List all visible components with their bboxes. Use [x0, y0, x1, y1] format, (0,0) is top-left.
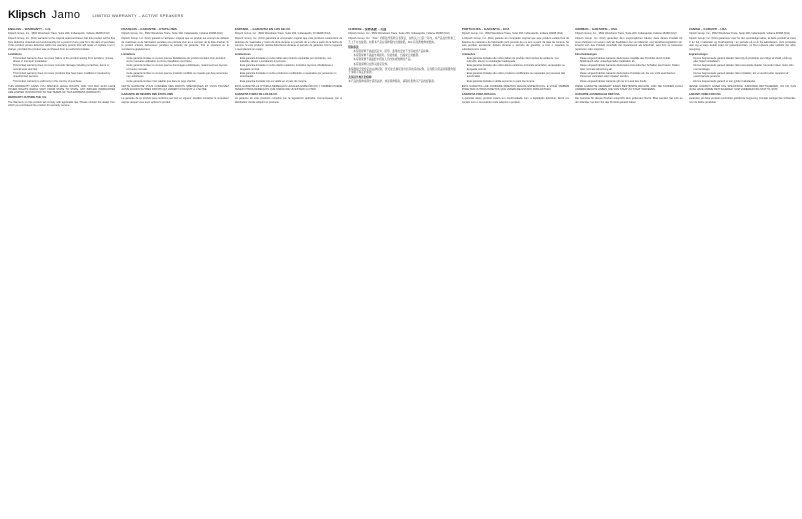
footer-heading: GARANTI UDEN FOR USA — [688, 93, 721, 97]
footer-heading: GARANTÍA FUERA DE LOS EE.UU. — [234, 93, 278, 97]
header — [8, 8, 184, 22]
list-item: • Diese eingeschränkte Garantie deckt keine Produkte ab, die von nicht autorisierten Personen verändert oder repariert wurden. — [580, 72, 682, 79]
warranty-column — [8, 28, 115, 514]
list-item: • Esta garantia limitada é válida somente no país da compra. — [467, 80, 569, 83]
list-item: • Diese eingeschränkte Garantie deckt keine Ausfälle des Produkts durch Unfall, Missbrauch oder unsachgemäße Installation ab. — [580, 57, 682, 64]
warranty-column — [348, 28, 455, 514]
legal-notice: DIESE GARANTIE GEWÄHRT IHNEN BESTIMMTE RECHTE, UND SIE KÖNNEN AUCH ANDERE RECHTE HABEN, DIE VON STAAT ZU STAAT VARIIEREN. — [575, 84, 683, 92]
list-item: • Cette garantie limitée ne couvre pas les dommages esthétiques, notamment les rayures et l'usure normale. — [126, 64, 228, 71]
jamo-logo: Jamo — [51, 9, 81, 21]
limitations-list — [235, 57, 342, 83]
footer-text: A garantia deste produto estará em conformidade com a legislação aplicável. Entre em contato com o revendedor onde adquiriu o produto. — [461, 97, 570, 104]
footer-heading: GARANTIE EN DEHORS DES ÉTATS-UNIS — [121, 93, 174, 97]
address: Klipsch Group, Inc., 3502 Woodview Trace, Suite 200, Indianapolis, Indiana 46268 (KGI) — [348, 32, 450, 36]
address: Klipsch Group, Inc., 3502 Woodview Trace, Suite 200, Indianapolis, Indiana 46268 (KGI) — [575, 32, 677, 36]
list-item: • Esta garantia limitada não cobre danos estéticos, incluindo arranhões, amassados ou desgaste normal. — [467, 64, 569, 71]
footer-text: Garantien på dette produkt overholder gældende lovgivning. Kontakt venligst den forhandler, hvor du købte produktet. — [688, 97, 796, 104]
list-item: • Esta garantía limitada no cubre daños estéticos, incluidos rayones, abolladuras o desgaste normal. — [240, 64, 342, 71]
warranty-column — [235, 28, 342, 514]
footer-text: La garantía de este producto cumplirá con la legislación aplicable. Comuníquese con el distribuidor donde adquirió el producto. — [234, 97, 343, 104]
legal-notice: CETTE GARANTIE VOUS CONFÈRE DES DROITS SPÉCIFIQUES ET VOUS POUVEZ AUSSI AVOIR D'AUTRES DROITS QUI VARIENT D'UN ÉTAT À L'AUTRE. — [121, 84, 229, 92]
footer-text: The Warranty on this product will comply with applicable law. Please contact the dealer from which you purchased the product for warranty service. — [8, 100, 116, 108]
column-heading: GERMAN – GARANTIE – USA — [575, 28, 618, 31]
list-item: • Esta garantía limitada no cubre fallas del producto causadas por accidente, uso indebido, abuso o instalación incorrecta. — [240, 57, 342, 64]
footer-heading: 美国以外地区的保修 — [348, 76, 372, 80]
list-item: • This limited warranty does not cover failure of the product arising from accident, misuse, abuse or improper installation. — [13, 57, 115, 64]
list-item: • Cette garantie limitée n'est valable que dans le pays d'achat. — [126, 80, 228, 83]
column-heading: CHINESE – 保修条款 – 美国 — [348, 28, 387, 31]
document-title: LIMITED WARRANTY – ACTIVE SPEAKERS — [92, 12, 184, 18]
footer-heading: WARRANTY OUTSIDE THE U.S. — [8, 96, 47, 100]
list-item: • This limited warranty does not cover products that have been modified or repaired by unauthorized persons. — [13, 72, 115, 79]
list-item: • 本有限保修不涵盖外观损坏，包括划痕、凹痕或正常磨损。 — [353, 54, 455, 57]
column-heading: ESPAÑOL – GARANTÍA EN LOS EE.UU. — [234, 28, 291, 31]
footer-text: Die Garantie für dieses Produkt entspricht dem geltenden Recht. Bitte wenden Sie sich an den Händler, bei dem Sie das Produkt gekauft haben. — [575, 97, 683, 104]
section-heading: Limitaciones — [234, 52, 251, 56]
language-columns — [8, 28, 796, 514]
list-item: • Esta garantía limitada no cubre productos modificados o reparados por personas no autorizadas. — [240, 72, 342, 79]
limitations-list — [348, 50, 455, 66]
warranty-intro: Klipsch Group, Inc. (KGI) garantiza al comprador original que este producto estará libre de defectos de materiales y mano de obra durante un período de un año a partir de la fecha de compra. Si este producto resulta defectuoso durante el período de garantía, KGI lo reparará o reemplazará sin cargo. — [234, 37, 343, 51]
list-item: • Denne begrænsede garanti dækker ikke kosmetiske skader, herunder ridser, buler eller normal slitage. — [694, 64, 796, 71]
limitations-list — [575, 57, 682, 83]
list-item: • Denne begrænsede garanti er kun gyldig i købslandet. — [694, 80, 796, 83]
section-heading: Limitations — [121, 52, 136, 56]
warranty-intro: Klipsch Group, Inc. (KGI) garantiert dem ursprünglichen Käufer, dass dieses Produkt für einen Zeitraum von einem Jahr ab Kaufdatum frei von Material- und Verarbeitungsfehlern ist. Erweist sich das Produkt innerhalb der Garantiezeit als fehlerhaft, wird KGI es kostenlos reparieren oder ersetzen. — [575, 37, 683, 51]
warranty-intro: Klipsch Group, Inc. (KGI) garantit à l'acheteur original que ce produit est exempt de défauts de matériaux et de fabrication pendant une période d'un an à compter de la date d'achat. Si le produit s'avère défectueux pendant la période de garantie, KGI le réparera ou le remplacera gratuitement. — [121, 37, 229, 51]
legal-notice: ESTA GARANTIA LHE CONFERE DIREITOS LEGAIS ESPECÍFICOS, E VOCÊ TAMBÉM PODE TER OUTROS DIREITOS QUE VARIAM DE ESTADO PARA ESTADO. — [461, 84, 570, 92]
list-item: • Diese eingeschränkte Garantie gilt nur im Land des Kaufs. — [580, 80, 682, 83]
list-item: • 本有限保修仅在购买国家有效。 — [353, 63, 455, 66]
list-item: • 本有限保修不涵盖因意外、误用、滥用或安装不当造成的产品故障。 — [353, 50, 455, 53]
warranty-column — [462, 28, 569, 514]
legal-notice: 本保修赋予您特定的法律权利，您可能还拥有因州而异的其他权利。任何默示保证的期限均限于本明示保证的条款。 — [348, 67, 456, 75]
list-item: • This limited warranty does not cover cosmetic damage including scratches, dents or normal wear and tear. — [13, 64, 115, 71]
section-heading: 限制条款 — [348, 45, 359, 49]
limitations-list — [462, 57, 569, 83]
address: Klipsch Group, Inc., 3502 Woodview Trace, Suite 200, Indianapolis, Indiana 46268 (KGI) — [688, 32, 790, 36]
footer-heading: GARANTIA FORA DOS EUA — [461, 93, 496, 97]
column-heading: ENGLISH – WARRANTY – U.S. — [8, 28, 52, 31]
warranty-intro: Klipsch Group, Inc. (KGI) warrants to the original retail purchaser that this product will be free from defective materials and workmanship for a period of one year from the date of purchase. If this product proves defective within the warranty period, KGI will repair or replace it at no charge, provided the product was purchased from an authorized dealer. — [8, 37, 116, 51]
address: Klipsch Group, Inc., 3502 Woodview Trace, Suite 200, Indianapolis, Indiana 46268 (KGI) — [461, 32, 564, 36]
footer-heading: GARANTIE AUSSERHALB DER USA — [575, 93, 620, 97]
limitations-list — [689, 57, 796, 83]
limitations-list — [8, 57, 115, 83]
warranty-column — [575, 28, 682, 514]
list-item: • Esta garantía limitada solo es válida en el país de compra. — [240, 80, 342, 83]
column-heading: DANISH – GARANTI – USA — [688, 28, 727, 31]
list-item: • Diese eingeschränkte Garantie deckt keine kosmetischen Schäden wie Kratzer, Dellen oder normale Abnutzung ab. — [580, 64, 682, 71]
section-heading: Einschränkungen — [575, 52, 597, 56]
address: Klipsch Group, Inc., 3502 Woodview Trace, Suite 200, Indianapolis, Indiana 46268 (KGI) — [121, 32, 223, 36]
list-item: • Esta garantia limitada não cobre produtos modificados ou reparados por pessoas não autorizadas. — [467, 72, 569, 79]
section-heading: Limitations — [8, 52, 22, 56]
legal-notice: DENNE GARANTI GIVER DIG SPECIFIKKE JURIDISKE RETTIGHEDER, OG DU KAN OGSÅ HAVE ANDRE RETTIGHEDER, SOM VARIERER FRA STAT TIL STAT. — [688, 84, 796, 92]
list-item: • Esta garantia limitada não cobre falhas do produto decorrentes de acidente, uso indevido, abuso ou instalação inadequada. — [467, 57, 569, 64]
warranty-intro: Klipsch Group, Inc. (KGI) garanterer over for den oprindelige køber, at dette produkt vil være fri for fejl i materialer og forarbejdning i en periode på et år fra købsdatoen. Hvis produktet viser sig at være defekt inden for garantiperioden, vil KGI reparere eller udskifte det uden beregning. — [688, 37, 796, 51]
section-heading: Limitações — [461, 52, 476, 56]
list-item: • Cette garantie limitée ne couvre pas les produits modifiés ou réparés par des personnes non autorisées. — [126, 72, 228, 79]
footer-text: La garantie de ce produit sera conforme aux lois en vigueur. Veuillez contacter le revendeur auprès duquel vous avez acheté le produit. — [121, 97, 229, 104]
limitations-list — [121, 57, 228, 83]
column-heading: FRANÇAIS – GARANTIE – ÉTATS-UNIS — [121, 28, 177, 31]
warranty-intro: Klipsch Group, Inc.（KGI）向原始零售购买者保证，自购买之日起一年内，本产品在材料和工艺上不存在缺陷。如果本产品在保修期内出现缺陷，KGI 将免费维修或更换。 — [348, 37, 456, 44]
legal-notice: THIS WARRANTY GIVES YOU SPECIFIC LEGAL RIGHTS, AND YOU MAY ALSO HAVE OTHER RIGHTS WHICH VARY FROM STATE TO STATE. ANY IMPLIED WARRANTIES ARE LIMITED IN DURATION TO THE TERMS OF THIS EXPRESS WARRANTY. — [8, 84, 116, 95]
warranty-column — [689, 28, 796, 514]
list-item: • Denne begrænsede garanti dækker ikke produkter, der er ændret eller repareret af uautoriserede personer. — [694, 72, 796, 79]
address: Klipsch Group, Inc., 3502 Woodview Trace, Suite 200, Indianapolis, IN 46268 (KGI) — [234, 32, 331, 36]
list-item: • Denne begrænsede garanti dækker ikke fejl på produktet som følge af uheld, misbrug eller forkert installation. — [694, 57, 796, 64]
section-heading: Begrænsninger — [688, 52, 708, 56]
klipsch-logo: Klipsch — [8, 9, 46, 21]
warranty-intro: A Klipsch Group, Inc. (KGI) garante ao comprador original que este produto estará livre de defeitos de material e de fabricação pelo período de um ano a partir da data da compra. Se este produto apresentar defeito durante o período de garantia, a KGI o reparará ou substituirá sem custo. — [461, 37, 570, 51]
legal-notice: ESTA GARANTÍA LE OTORGA DERECHOS LEGALES ESPECÍFICOS Y TAMBIÉN PUEDE TENER OTROS DERECHOS QUE VARÍAN DE UN ESTADO A OTRO. — [234, 84, 343, 92]
list-item: • 本有限保修不涵盖经未授权人员改装或维修的产品。 — [353, 58, 455, 61]
footer-text: 本产品的保修将遵守适用法律。如需保修服务，请联系您购买产品的经销商。 — [348, 80, 437, 84]
column-heading: PORTUGUÊS – GARANTIA – EUA — [461, 28, 510, 31]
address: Klipsch Group, Inc., 3502 Woodview Trace, Suite 200, Indianapolis, Indiana 46268 (KGI) — [8, 32, 110, 36]
list-item: • This limited warranty is valid only in the country of purchase. — [13, 80, 115, 83]
list-item: • Cette garantie limitée ne couvre pas les défaillances du produit résultant d'un accident, d'une mauvaise utilisation ou d'une installation incorrecte. — [126, 57, 228, 64]
warranty-column — [121, 28, 228, 514]
